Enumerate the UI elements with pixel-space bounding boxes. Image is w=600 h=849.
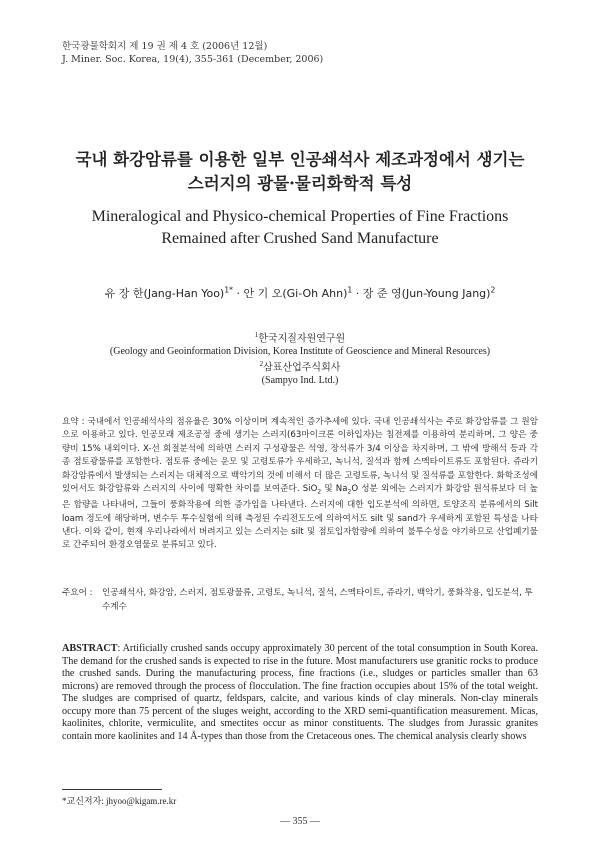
affiliation-1-mark: 1 — [254, 331, 259, 339]
affiliation-1-korean: $^1$한국지질자원연구원 — [254, 331, 346, 345]
abstract-label: ABSTRACT — [62, 643, 118, 654]
affiliations — [0, 329, 600, 388]
page-number: — 355 — — [280, 816, 320, 827]
footnote-divider — [62, 789, 162, 790]
author-3: 장 준 영(Jun-Young Jang) — [362, 287, 491, 300]
keywords-label: 주요어 : — [62, 588, 93, 598]
abstract-english-text: : Artificially crushed sands occupy approximately 30 percent of the total consumption in South Korea. The demand for the crushed sands is expected to rise in the future. Most manufacturers use granitic rocks to produce the crushed sands. During the manufacturing process, fine fractions (i.e., sludges or particles smaller than 63 microns) are removed through the process of flocculation. The fine fraction occupies about 15% of the total weight. The sludges are comprised of quartz, feldspars, calcite, and various kinds of clay minerals. Non-clay minerals occupy more than 75 percent of the sluges weight, according to the XRD semi-quantification measurement. Micas, kaolinites, chlorite, vermiculite, and smectites occur as minor constituents. The sludges from Jurassic granites contain more kaolinites and 14 Å-types than those from the Cretaceous ones. The chemical analysis clearly shows — [62, 643, 538, 742]
title-korean — [0, 148, 600, 196]
abstract-english — [62, 643, 538, 743]
title-english — [0, 206, 600, 250]
affiliation-2-mark: 2 — [259, 360, 264, 369]
author-list — [0, 285, 600, 301]
affiliation-2-english: (Sampyo Ind. Ltd.) — [261, 375, 339, 387]
affiliation-1-english: (Geology and Geoinformation Division, Korea Institute of Geoscience and Mineral Resources) — [109, 345, 491, 357]
author-separator: · — [352, 287, 363, 300]
title-english-line2: Remained after Crushed Sand Manufacture — [161, 230, 439, 247]
affiliation-2-korean: $^2$삼표산업주식회사 — [259, 360, 341, 374]
author-separator: · — [232, 287, 244, 300]
abstract-korean: 요약 : 국내에서 인공쇄석사의 점유율은 30% 이상이며 계속적인 증가추세에 있다. 국내 인공쇄석사는 주로 화강암류를 그 원암으로 이용하고 있다. 인공모래 제조공정 중에 생기는 스러지(63마이크론 이하입자)는 침전제를 이용하여 분리하며, 그 양은 중량비 15% 내외이다. X-선 회절분석에 의하면 스러지 구성광물은 석영, 장석류가 3/4 이상을 차지하며, 그 밖에 방해석 등과 각종 점토광물류를 포함한다. 점토류 중에는 운모 및 고령토류가 우세하고, 녹니석, 질석과 함께 스멕타이트류도 포함된다. 쥬라기 화강암류에서 발생되는 스러지는 대체적으로 백악기의 것에 비해서 더 많은 고령토류, 녹니석 및 질석류를 포함한다. 화학조성에 있어서도 화강암류와 스러지의 사이에 명확한 차이를 보여준다. SiO$_2$ 및 $Na_2O$ 성분 외에는 스러지가 화강암 원석류보다 더 높은 함량을 나타내어, 그들이 풍화작용에 의한 증가임을 나타낸다. 스러지에 대한 입도분석에 의하면, 토양조직 분류에서의 Silt loam 정도에 해당하며, 변수두 투수실험에 의해 측정된 수리전도도에 의하여서도 silt 및 sand가 우세하게 포함된 특성을 나타낸다. 이와 같이, 현재 우리나라에서 버려지고 있는 스러지는 silt 및 점토입자함량에 의하여 불투수성을 야기하므로 산업폐기물로 간주되어 환경오염물로 분류되고 있다. — [62, 417, 538, 551]
journal-citation-en: J. Miner. Soc. Korea, 19(4), 355-361 (December, 2006) — [62, 54, 324, 65]
author-2: 안 기 오(Gi-Oh Ahn) — [243, 287, 348, 300]
author-3-mark: 2 — [490, 285, 496, 295]
title-korean-line1: 국내 화강암류를 이용한 일부 인공쇄석사 제조과정에서 생기는 — [75, 150, 525, 169]
author-1: 유 장 한(Jang-Han Yoo) — [104, 287, 225, 300]
title-korean-line2: 스러지의 광물·물리화학적 특성 — [187, 174, 413, 193]
journal-header — [62, 40, 323, 66]
corresponding-author-footnote: *교신저자: jhyoo@kigam.re.kr — [62, 796, 177, 806]
title-english-line1: Mineralogical and Physico-chemical Properties of Fine Fractions — [91, 208, 509, 225]
keywords-text: 인공쇄석사, 화강암, 스러지, 점토광물류, 고령토, 녹니석, 질석, 스멕타이트, 쥬라기, 백악기, 풍화작용, 입도분석, 투수계수 — [102, 588, 533, 612]
journal-citation-ko: 한국광물학회지 제 19 권 제 4 호 (2006년 12월) — [62, 41, 268, 52]
author-2-mark: 1 — [347, 285, 353, 295]
author-1-mark: 1* — [224, 285, 233, 295]
